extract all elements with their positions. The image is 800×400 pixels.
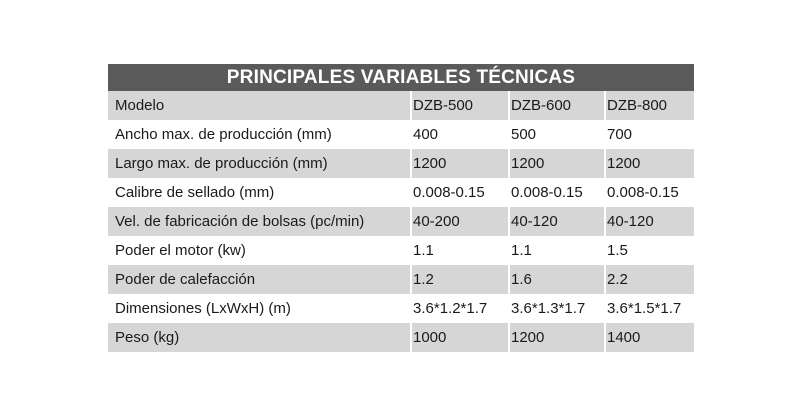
table-row: [108, 294, 694, 323]
cell-value: DZB-800: [607, 97, 668, 114]
column-divider: [508, 323, 510, 352]
cell-value: DZB-500: [413, 97, 474, 114]
cell-value: 1.1: [413, 242, 434, 259]
cell-value: 2.2: [607, 271, 628, 288]
column-divider: [410, 91, 412, 120]
row-label: Vel. de fabricación de bolsas (pc/min): [115, 213, 365, 230]
table-row: [108, 91, 694, 120]
cell-value: 1200: [511, 329, 545, 346]
column-divider: [508, 265, 510, 294]
column-divider: [604, 265, 606, 294]
cell-value: 0.008-0.15: [607, 184, 679, 201]
column-divider: [508, 149, 510, 178]
cell-value: 1000: [413, 329, 447, 346]
cell-value: 40-120: [607, 213, 654, 230]
row-label: Modelo: [115, 97, 165, 114]
cell-value: 1.5: [607, 242, 628, 259]
cell-value: 3.6*1.5*1.7: [607, 300, 682, 317]
row-label: Largo max. de producción (mm): [115, 155, 328, 172]
row-label: Calibre de sellado (mm): [115, 184, 275, 201]
cell-value: 3.6*1.2*1.7: [413, 300, 488, 317]
table-row: [108, 323, 694, 352]
cell-value: 0.008-0.15: [413, 184, 485, 201]
row-label: Ancho max. de producción (mm): [115, 126, 332, 143]
row-label: Peso (kg): [115, 329, 180, 346]
row-label: Poder de calefacción: [115, 271, 256, 288]
cell-value: 1200: [607, 155, 641, 172]
column-divider: [410, 323, 412, 352]
column-divider: [604, 323, 606, 352]
table-row: [108, 120, 694, 149]
table-title: PRINCIPALES VARIABLES TÉCNICAS: [108, 64, 694, 91]
row-label: Dimensiones (LxWxH) (m): [115, 300, 291, 317]
cell-value: 40-120: [511, 213, 558, 230]
cell-value: 1.2: [413, 271, 434, 288]
cell-value: 1200: [413, 155, 447, 172]
table-row: [108, 178, 694, 207]
table-row: [108, 265, 694, 294]
column-divider: [410, 149, 412, 178]
column-divider: [508, 91, 510, 120]
cell-value: 1200: [511, 155, 545, 172]
column-divider: [604, 149, 606, 178]
column-divider: [604, 207, 606, 236]
cell-value: 0.008-0.15: [511, 184, 583, 201]
cell-value: 1.6: [511, 271, 532, 288]
cell-value: 500: [511, 126, 537, 143]
table-row: [108, 149, 694, 178]
cell-value: 700: [607, 126, 633, 143]
column-divider: [508, 207, 510, 236]
table-row: [108, 236, 694, 265]
cell-value: 1400: [607, 329, 641, 346]
row-label: Poder el motor (kw): [115, 242, 246, 259]
column-divider: [410, 265, 412, 294]
specs-table: [108, 64, 694, 352]
column-divider: [604, 91, 606, 120]
cell-value: 400: [413, 126, 439, 143]
cell-value: 3.6*1.3*1.7: [511, 300, 586, 317]
cell-value: 40-200: [413, 213, 460, 230]
cell-value: DZB-600: [511, 97, 572, 114]
cell-value: 1.1: [511, 242, 532, 259]
table-row: [108, 207, 694, 236]
column-divider: [410, 207, 412, 236]
